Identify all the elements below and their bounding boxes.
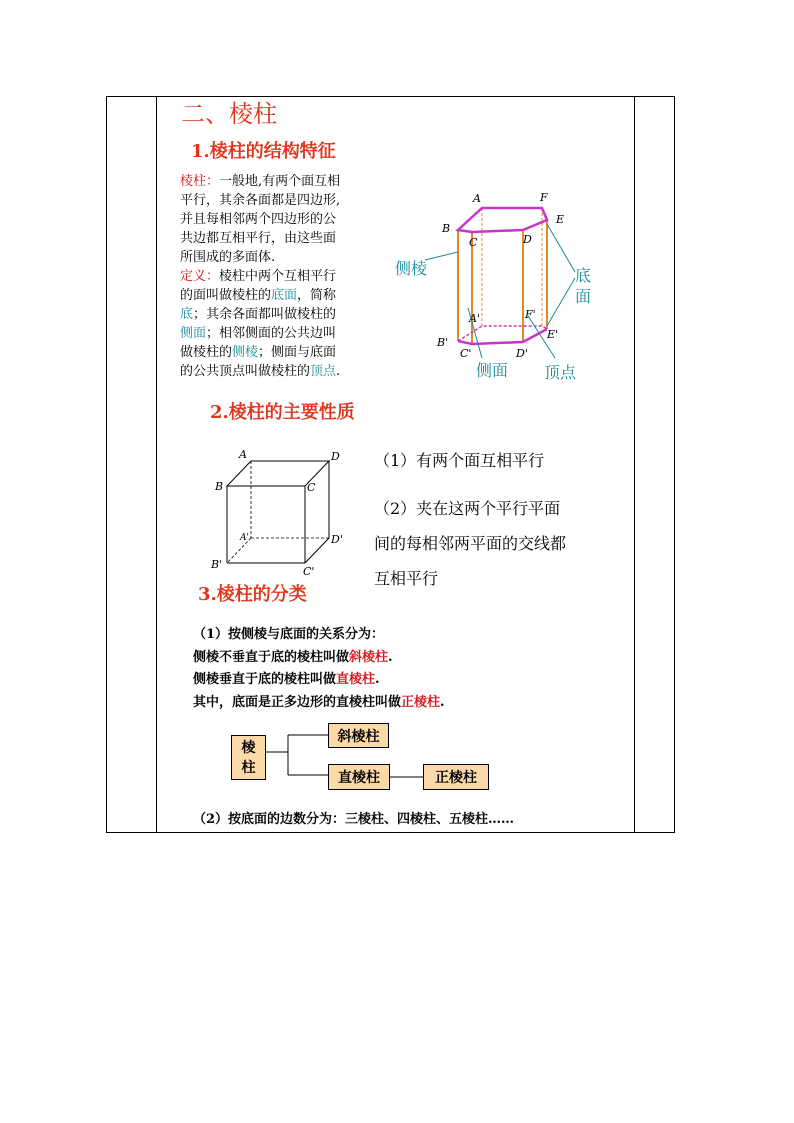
text: 侧棱不垂直于底的棱柱叫做 <box>193 649 350 665</box>
edge <box>305 538 329 563</box>
hexagonal-prism-figure <box>380 186 600 386</box>
property-line: 间的每相邻两平面的交线都 <box>374 534 567 553</box>
vertex-label: D <box>331 450 340 463</box>
vertex-label: C' <box>303 565 315 578</box>
def-line: 棱柱中两个互相平行 <box>219 269 337 284</box>
vertex-label: C' <box>460 347 472 360</box>
table-divider-right <box>634 96 635 833</box>
vertex-label: A' <box>240 533 249 543</box>
tree-root-box <box>231 735 266 780</box>
def-line: 平行，其余各面都是四边形, <box>180 193 341 208</box>
text: 做棱柱的 <box>180 345 233 360</box>
vertex-label: F' <box>525 308 536 321</box>
callout-line <box>547 278 575 326</box>
text: . <box>375 672 380 687</box>
text: 的公共顶点叫做棱柱的 <box>180 364 311 379</box>
term-lateral-face: 侧面 <box>180 326 207 341</box>
text: ，简称 <box>297 288 337 303</box>
vertex-label: D <box>523 233 532 246</box>
property-line: 互相平行 <box>374 569 439 588</box>
tree-regular-box: 正棱柱 <box>423 764 489 790</box>
callout-vertex: 顶点 <box>544 363 577 382</box>
vertex-label: E <box>556 213 565 226</box>
definition-block <box>180 172 340 381</box>
callout-line <box>425 252 458 260</box>
term-prism: 棱柱： <box>180 174 220 189</box>
text: ；侧面与底面 <box>258 345 337 360</box>
text: 其中，底面是正多边形的直棱柱叫做 <box>193 694 402 710</box>
callout-lateral-edge: 侧棱 <box>395 259 428 278</box>
text: . <box>336 364 341 379</box>
tree-right-box: 直棱柱 <box>328 764 390 790</box>
tree-root-label: 柱 <box>241 759 256 776</box>
tree-oblique-box: 斜棱柱 <box>328 723 389 748</box>
callout-lateral-face: 侧面 <box>476 361 509 380</box>
term-oblique-prism: 斜棱柱 <box>349 649 389 665</box>
vertex-label: B <box>215 480 224 493</box>
term-base-short: 底 <box>180 307 194 322</box>
text: 侧棱垂直于底的棱柱叫做 <box>193 672 337 687</box>
classify-line: （1）按侧棱与底面的关系分为： <box>193 627 385 642</box>
property-line: （2）夹在这两个平行平面 <box>374 499 561 518</box>
property-1: （1）有两个面互相平行 <box>374 451 545 470</box>
vertex-label: C <box>469 236 478 249</box>
term-base: 底面 <box>271 288 298 303</box>
term-lateral-edge: 侧棱 <box>232 345 259 360</box>
term-right-prism: 直棱柱 <box>336 672 376 687</box>
cube-figure <box>205 444 355 582</box>
vertex-label: B' <box>211 558 223 571</box>
text: 的面叫做棱柱的 <box>180 288 272 303</box>
text: . <box>388 649 393 665</box>
vertex-label: F <box>540 191 548 204</box>
vertex-label: E' <box>547 328 559 341</box>
callout-line <box>547 224 575 272</box>
text: ；其余各面都叫做棱柱的 <box>193 307 337 322</box>
top-base <box>458 208 547 232</box>
vertex-label: D' <box>516 347 528 360</box>
def-line: 一般地,有两个面互相 <box>219 174 341 189</box>
vertex-label: B' <box>437 336 449 349</box>
vertex-label: D' <box>331 533 343 546</box>
heading-classification: 3.棱柱的分类 <box>198 584 307 605</box>
callout-base-2: 面 <box>575 287 592 306</box>
property-2 <box>374 491 566 596</box>
text: ；相邻侧面的公共边叫 <box>206 326 337 341</box>
vertex-label: A <box>473 192 481 205</box>
heading-structure: 1.棱柱的结构特征 <box>191 141 336 162</box>
def-line: 所围成的多面体. <box>180 250 276 265</box>
text: . <box>440 694 445 710</box>
vertex-label: A' <box>469 312 480 325</box>
classify-by-sides: （2）按底面的边数分为：三棱柱、四棱柱、五棱柱…… <box>193 812 515 827</box>
section-title: 二、棱柱 <box>181 100 277 128</box>
vertex-label: B <box>442 222 451 235</box>
def-line: 共边都互相平行，由这些面 <box>180 231 337 246</box>
vertex-label: C <box>307 481 316 494</box>
table-divider-left <box>156 96 157 833</box>
tree-root-label: 棱 <box>241 739 256 756</box>
term-regular-prism: 正棱柱 <box>401 694 441 710</box>
def-line: 并且每相邻两个四边形的公 <box>180 212 337 227</box>
term-definition: 定义： <box>180 269 220 284</box>
callout-base-1: 底 <box>575 266 592 285</box>
heading-properties: 2.棱柱的主要性质 <box>210 402 355 423</box>
classification-block <box>193 624 445 714</box>
term-vertex: 顶点 <box>310 364 337 379</box>
vertex-label: A <box>239 448 247 461</box>
